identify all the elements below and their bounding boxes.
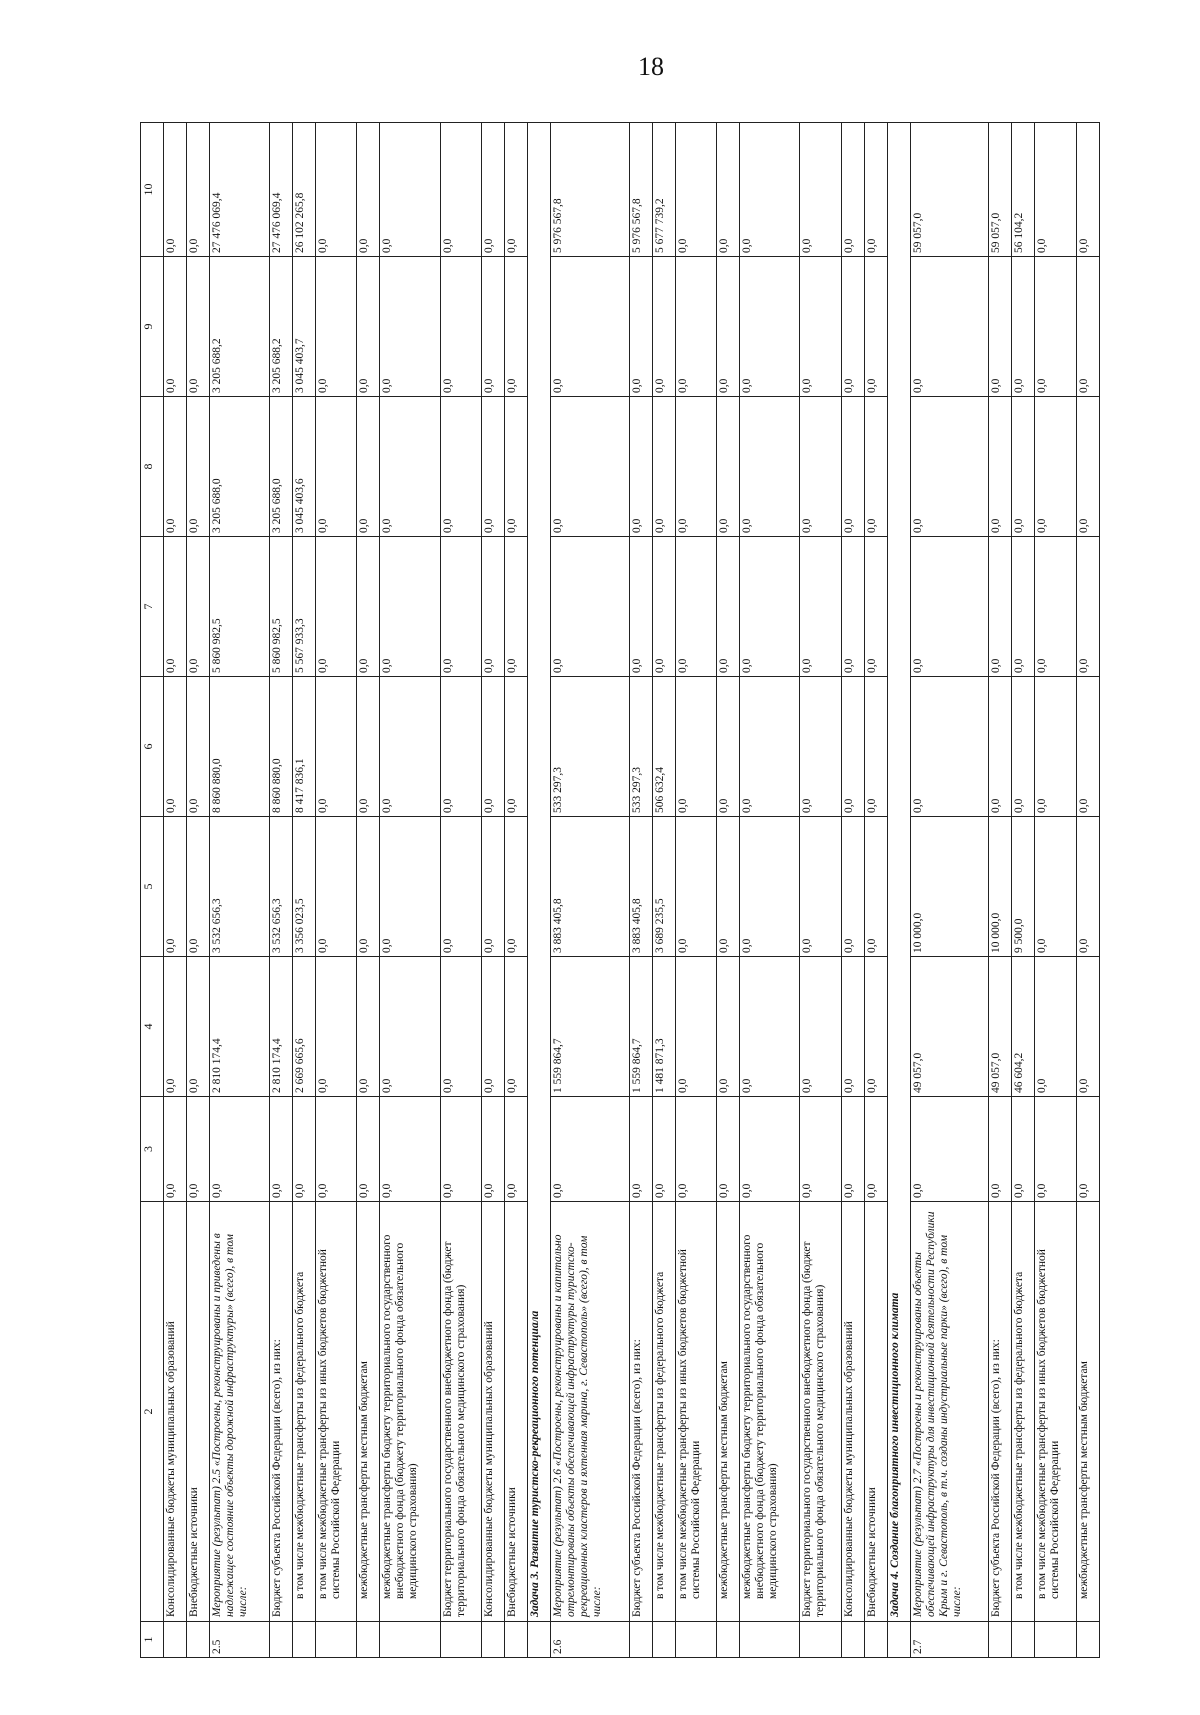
value-cell: 0,0 (315, 537, 357, 677)
column-header: 5 (141, 817, 164, 957)
row-number (652, 1622, 675, 1658)
table-row (209, 123, 269, 1658)
value-cell: 0,0 (482, 397, 505, 537)
value-cell: 49 057,0 (910, 957, 989, 1097)
table-row (1035, 123, 1077, 1658)
value-cell: 0,0 (864, 537, 887, 677)
value-cell: 5 860 982,5 (269, 537, 292, 677)
value-cell: 0,0 (739, 677, 799, 817)
table-row (186, 123, 209, 1658)
value-cell: 0,0 (841, 1097, 864, 1202)
row-description: Консолидированные бюджеты муниципальных образований (482, 1202, 505, 1622)
value-cell: 0,0 (841, 677, 864, 817)
value-cell: 0,0 (910, 1097, 989, 1202)
value-cell: 59 057,0 (910, 123, 989, 257)
value-cell: 0,0 (292, 1097, 315, 1202)
value-cell: 0,0 (269, 1097, 292, 1202)
value-cell: 0,0 (315, 817, 357, 957)
row-description: в том числе межбюджетные трансферты из федерального бюджета (652, 1202, 675, 1622)
value-cell: 0,0 (629, 537, 652, 677)
value-cell: 0,0 (1035, 257, 1077, 397)
value-cell: 0,0 (440, 677, 482, 817)
row-number (864, 1622, 887, 1658)
value-cell: 0,0 (357, 817, 380, 957)
value-cell: 0,0 (163, 123, 186, 257)
value-cell: 0,0 (186, 257, 209, 397)
row-description: Консолидированные бюджеты муниципальных образований (841, 1202, 864, 1622)
value-cell: 0,0 (440, 537, 482, 677)
value-cell: 0,0 (864, 957, 887, 1097)
column-header: 1 (141, 1622, 164, 1658)
row-number (800, 1622, 842, 1658)
value-cell: 0,0 (675, 677, 717, 817)
value-cell: 0,0 (910, 257, 989, 397)
value-cell: 0,0 (209, 1097, 269, 1202)
column-header: 4 (141, 957, 164, 1097)
value-cell: 0,0 (380, 397, 440, 537)
value-cell: 0,0 (380, 677, 440, 817)
row-description: Мероприятие (результат) 2.5 «Построены, реконструированы и приведены в надлежащее состояние объекты дорожной инфраструктуры» (всего), в том числе: (209, 1202, 269, 1622)
value-cell: 0,0 (186, 817, 209, 957)
row-number (989, 1622, 1012, 1658)
row-number: 2.5 (209, 1622, 269, 1658)
value-cell: 0,0 (739, 537, 799, 677)
value-cell: 0,0 (186, 537, 209, 677)
value-cell: 0,0 (652, 397, 675, 537)
row-number (841, 1622, 864, 1658)
column-header: 6 (141, 677, 164, 817)
value-cell: 0,0 (1076, 123, 1099, 257)
value-cell: 0,0 (380, 957, 440, 1097)
value-cell: 506 632,4 (652, 677, 675, 817)
table-row (269, 123, 292, 1658)
table-row (841, 123, 864, 1658)
row-number (739, 1622, 799, 1658)
value-cell: 0,0 (315, 1097, 357, 1202)
table-row (163, 123, 186, 1658)
value-cell: 0,0 (1035, 397, 1077, 537)
table-row (504, 123, 527, 1658)
value-cell: 0,0 (864, 1097, 887, 1202)
value-cell: 9 500,0 (1012, 817, 1035, 957)
row-number (675, 1622, 717, 1658)
column-header: 2 (141, 1202, 164, 1622)
value-cell: 0,0 (482, 957, 505, 1097)
column-header: 3 (141, 1097, 164, 1202)
value-cell: 0,0 (675, 817, 717, 957)
value-cell: 0,0 (717, 123, 740, 257)
task-row (887, 123, 910, 1658)
row-number (1012, 1622, 1035, 1658)
value-cell: 0,0 (1076, 1097, 1099, 1202)
value-cell: 0,0 (482, 1097, 505, 1202)
value-cell: 0,0 (482, 817, 505, 957)
value-cell: 0,0 (163, 537, 186, 677)
value-cell: 0,0 (504, 817, 527, 957)
row-description: Внебюджетные источники (864, 1202, 887, 1622)
value-cell: 0,0 (504, 1097, 527, 1202)
value-cell: 0,0 (629, 1097, 652, 1202)
value-cell: 0,0 (841, 537, 864, 677)
value-cell: 0,0 (482, 677, 505, 817)
value-cell: 0,0 (440, 123, 482, 257)
row-number (292, 1622, 315, 1658)
value-cell: 0,0 (163, 257, 186, 397)
value-cell: 8 860 880,0 (269, 677, 292, 817)
value-cell: 56 104,2 (1012, 123, 1035, 257)
value-cell: 0,0 (989, 257, 1012, 397)
row-description: в том числе межбюджетные трансферты из иных бюджетов бюджетной системы Российской Федерации (675, 1202, 717, 1622)
value-cell: 0,0 (841, 817, 864, 957)
value-cell: 0,0 (357, 537, 380, 677)
value-cell: 5 976 567,8 (629, 123, 652, 257)
value-cell: 0,0 (380, 537, 440, 677)
column-header: 10 (141, 123, 164, 257)
value-cell: 0,0 (550, 397, 629, 537)
value-cell: 0,0 (357, 677, 380, 817)
row-number (380, 1622, 440, 1658)
page-number: 18 (638, 52, 664, 81)
value-cell: 8 860 880,0 (209, 677, 269, 817)
value-cell: 0,0 (357, 123, 380, 257)
value-cell: 0,0 (1012, 1097, 1035, 1202)
table-row (482, 123, 505, 1658)
value-cell: 0,0 (1076, 257, 1099, 397)
value-cell: 3 689 235,5 (652, 817, 675, 957)
value-cell: 0,0 (163, 1097, 186, 1202)
value-cell: 0,0 (550, 257, 629, 397)
value-cell: 10 000,0 (989, 817, 1012, 957)
value-cell: 0,0 (800, 957, 842, 1097)
value-cell: 533 297,3 (550, 677, 629, 817)
row-number (504, 1622, 527, 1658)
value-cell: 0,0 (864, 397, 887, 537)
row-description: в том числе межбюджетные трансферты из федерального бюджета (292, 1202, 315, 1622)
value-cell: 0,0 (717, 397, 740, 537)
row-description: в том числе межбюджетные трансферты из иных бюджетов бюджетной системы Российской Федерации (1035, 1202, 1077, 1622)
value-cell: 0,0 (629, 257, 652, 397)
value-cell: 5 677 739,2 (652, 123, 675, 257)
value-cell: 0,0 (800, 397, 842, 537)
value-cell: 3 532 656,3 (209, 817, 269, 957)
value-cell: 0,0 (675, 537, 717, 677)
value-cell: 0,0 (800, 817, 842, 957)
row-number: 2.7 (910, 1622, 989, 1658)
value-cell: 0,0 (739, 817, 799, 957)
value-cell: 0,0 (989, 677, 1012, 817)
value-cell: 5 860 982,5 (209, 537, 269, 677)
value-cell: 0,0 (504, 257, 527, 397)
value-cell: 0,0 (675, 1097, 717, 1202)
value-cell: 0,0 (440, 397, 482, 537)
value-cell: 0,0 (504, 123, 527, 257)
value-cell: 0,0 (841, 397, 864, 537)
value-cell: 0,0 (380, 257, 440, 397)
value-cell: 27 476 069,4 (269, 123, 292, 257)
table-row (652, 123, 675, 1658)
value-cell: 3 045 403,7 (292, 257, 315, 397)
value-cell: 5 567 933,3 (292, 537, 315, 677)
value-cell: 0,0 (841, 123, 864, 257)
row-description: межбюджетные трансферты местным бюджетам (357, 1202, 380, 1622)
table-row (440, 123, 482, 1658)
row-description: Задача 4. Создание благоприятного инвестиционного климата (887, 123, 910, 1622)
value-cell: 1 559 864,7 (550, 957, 629, 1097)
row-number (269, 1622, 292, 1658)
row-number (1035, 1622, 1077, 1658)
value-cell: 0,0 (1012, 397, 1035, 537)
row-number (717, 1622, 740, 1658)
table-row (989, 123, 1012, 1658)
row-number: 2.6 (550, 1622, 629, 1658)
value-cell: 0,0 (652, 1097, 675, 1202)
value-cell: 0,0 (800, 123, 842, 257)
value-cell: 0,0 (1012, 537, 1035, 677)
value-cell: 3 532 656,3 (269, 817, 292, 957)
row-description: Задача 3. Развитие туристско-рекреационного потенциала (527, 123, 550, 1622)
value-cell: 0,0 (1076, 537, 1099, 677)
table-row (550, 123, 629, 1658)
row-number (629, 1622, 652, 1658)
row-description: Внебюджетные источники (504, 1202, 527, 1622)
table-row (315, 123, 357, 1658)
column-header: 8 (141, 397, 164, 537)
column-header: 9 (141, 257, 164, 397)
table-row (357, 123, 380, 1658)
row-number (357, 1622, 380, 1658)
value-cell: 0,0 (550, 537, 629, 677)
value-cell: 0,0 (910, 677, 989, 817)
value-cell: 1 559 864,7 (629, 957, 652, 1097)
value-cell: 0,0 (482, 123, 505, 257)
row-number (440, 1622, 482, 1658)
value-cell: 0,0 (1035, 817, 1077, 957)
value-cell: 0,0 (163, 957, 186, 1097)
row-description: межбюджетные трансферты местным бюджетам (1076, 1202, 1099, 1622)
value-cell: 0,0 (315, 257, 357, 397)
value-cell: 0,0 (440, 817, 482, 957)
row-description: межбюджетные трансферты бюджету территориального государственного внебюджетного фонда (бюджету территориального фонда обязательного медицинского страхования) (739, 1202, 799, 1622)
value-cell: 0,0 (504, 537, 527, 677)
value-cell: 59 057,0 (989, 123, 1012, 257)
value-cell: 0,0 (315, 397, 357, 537)
value-cell: 3 205 688,0 (209, 397, 269, 537)
table-row (675, 123, 717, 1658)
value-cell: 0,0 (1076, 957, 1099, 1097)
row-description: Бюджет субъекта Российской Федерации (всего), из них: (989, 1202, 1012, 1622)
row-description: Мероприятие (результат) 2.6 «Построены, реконструированы и капитально отремонтированы объекты обеспечивающей инфраструктуры туристско-рекреационных кластеров и яхтенная марина, г. Севастополь» (всего), в том числе: (550, 1202, 629, 1622)
value-cell: 0,0 (1076, 397, 1099, 537)
value-cell: 0,0 (675, 123, 717, 257)
value-cell: 0,0 (440, 257, 482, 397)
budget-table (140, 122, 1100, 1658)
value-cell: 0,0 (739, 1097, 799, 1202)
value-cell: 0,0 (800, 257, 842, 397)
value-cell: 0,0 (652, 257, 675, 397)
row-number (163, 1622, 186, 1658)
value-cell: 0,0 (675, 957, 717, 1097)
row-number (315, 1622, 357, 1658)
value-cell: 0,0 (800, 1097, 842, 1202)
value-cell: 0,0 (1076, 817, 1099, 957)
value-cell: 0,0 (841, 257, 864, 397)
value-cell: 0,0 (186, 123, 209, 257)
value-cell: 0,0 (1035, 537, 1077, 677)
value-cell: 533 297,3 (629, 677, 652, 817)
value-cell: 49 057,0 (989, 957, 1012, 1097)
row-description: в том числе межбюджетные трансферты из федерального бюджета (1012, 1202, 1035, 1622)
value-cell: 0,0 (440, 957, 482, 1097)
value-cell: 0,0 (163, 677, 186, 817)
value-cell: 2 810 174,4 (209, 957, 269, 1097)
value-cell: 0,0 (186, 397, 209, 537)
value-cell: 0,0 (652, 537, 675, 677)
row-description: Консолидированные бюджеты муниципальных образований (163, 1202, 186, 1622)
value-cell: 0,0 (1076, 677, 1099, 817)
column-header: 7 (141, 537, 164, 677)
value-cell: 0,0 (504, 677, 527, 817)
value-cell: 10 000,0 (910, 817, 989, 957)
table-row (800, 123, 842, 1658)
table-row (380, 123, 440, 1658)
value-cell: 0,0 (1035, 123, 1077, 257)
table-row (739, 123, 799, 1658)
value-cell: 0,0 (717, 957, 740, 1097)
value-cell: 0,0 (482, 257, 505, 397)
value-cell: 0,0 (675, 397, 717, 537)
value-cell: 8 417 836,1 (292, 677, 315, 817)
value-cell: 0,0 (717, 537, 740, 677)
row-description: Бюджет территориального государственного внебюджетного фонда (бюджет территориального фонда обязательного медицинского страхования) (440, 1202, 482, 1622)
value-cell: 0,0 (989, 397, 1012, 537)
table-row (864, 123, 887, 1658)
value-cell: 0,0 (864, 123, 887, 257)
value-cell: 46 604,2 (1012, 957, 1035, 1097)
table-row (717, 123, 740, 1658)
row-number (887, 1622, 910, 1658)
value-cell: 0,0 (739, 957, 799, 1097)
value-cell: 0,0 (315, 677, 357, 817)
value-cell: 0,0 (864, 257, 887, 397)
rotated-table-container (140, 123, 1100, 1658)
value-cell: 0,0 (717, 257, 740, 397)
row-number (186, 1622, 209, 1658)
value-cell: 26 102 265,8 (292, 123, 315, 257)
value-cell: 0,0 (841, 957, 864, 1097)
value-cell: 0,0 (1035, 677, 1077, 817)
value-cell: 0,0 (989, 1097, 1012, 1202)
value-cell: 5 976 567,8 (550, 123, 629, 257)
value-cell: 0,0 (357, 257, 380, 397)
value-cell: 0,0 (357, 1097, 380, 1202)
row-number (527, 1622, 550, 1658)
row-description: Мероприятие (результат) 2.7 «Построены и реконструированы объекты обеспечивающей инфраструктуры для инвестиционной деятельности Республики Крым и г. Севастополь, в т.ч. созданы индустриальные парки» (всего), в том числе: (910, 1202, 989, 1622)
value-cell: 3 883 405,8 (629, 817, 652, 957)
value-cell: 0,0 (1012, 257, 1035, 397)
row-description: Бюджет субъекта Российской Федерации (всего), из них: (629, 1202, 652, 1622)
row-description: межбюджетные трансферты бюджету территориального государственного внебюджетного фонда (бюджету территориального фонда обязательного медицинского страхования) (380, 1202, 440, 1622)
table-row (1012, 123, 1035, 1658)
value-cell: 0,0 (800, 537, 842, 677)
row-description: Бюджет субъекта Российской Федерации (всего), из них: (269, 1202, 292, 1622)
value-cell: 3 883 405,8 (550, 817, 629, 957)
value-cell: 0,0 (1012, 677, 1035, 817)
table-row (910, 123, 989, 1658)
value-cell: 3 205 688,2 (209, 257, 269, 397)
task-row (527, 123, 550, 1658)
value-cell: 0,0 (739, 123, 799, 257)
value-cell: 3 356 023,5 (292, 817, 315, 957)
table-row (1076, 123, 1099, 1658)
row-description: в том числе межбюджетные трансферты из иных бюджетов бюджетной системы Российской Федерации (315, 1202, 357, 1622)
value-cell: 0,0 (357, 957, 380, 1097)
value-cell: 0,0 (629, 397, 652, 537)
value-cell: 0,0 (440, 1097, 482, 1202)
value-cell: 0,0 (186, 957, 209, 1097)
value-cell: 0,0 (800, 677, 842, 817)
value-cell: 0,0 (186, 677, 209, 817)
value-cell: 0,0 (910, 397, 989, 537)
value-cell: 0,0 (504, 397, 527, 537)
value-cell: 0,0 (717, 677, 740, 817)
value-cell: 0,0 (550, 1097, 629, 1202)
row-description: межбюджетные трансферты местным бюджетам (717, 1202, 740, 1622)
value-cell: 0,0 (163, 397, 186, 537)
value-cell: 0,0 (864, 677, 887, 817)
value-cell: 1 481 871,3 (652, 957, 675, 1097)
value-cell: 0,0 (864, 817, 887, 957)
value-cell: 0,0 (482, 537, 505, 677)
value-cell: 0,0 (717, 817, 740, 957)
value-cell: 0,0 (380, 1097, 440, 1202)
value-cell: 0,0 (675, 257, 717, 397)
value-cell: 0,0 (739, 397, 799, 537)
row-number (1076, 1622, 1099, 1658)
value-cell: 27 476 069,4 (209, 123, 269, 257)
value-cell: 0,0 (315, 957, 357, 1097)
value-cell: 3 045 403,6 (292, 397, 315, 537)
row-number (482, 1622, 505, 1658)
value-cell: 0,0 (186, 1097, 209, 1202)
value-cell: 0,0 (380, 123, 440, 257)
value-cell: 3 205 688,0 (269, 397, 292, 537)
table-row (629, 123, 652, 1658)
value-cell: 3 205 688,2 (269, 257, 292, 397)
value-cell: 0,0 (315, 123, 357, 257)
row-description: Внебюджетные источники (186, 1202, 209, 1622)
value-cell: 0,0 (357, 397, 380, 537)
table-row (292, 123, 315, 1658)
value-cell: 0,0 (504, 957, 527, 1097)
value-cell: 0,0 (739, 257, 799, 397)
value-cell: 0,0 (380, 817, 440, 957)
value-cell: 0,0 (717, 1097, 740, 1202)
value-cell: 0,0 (1035, 1097, 1077, 1202)
row-description: Бюджет территориального государственного внебюджетного фонда (бюджет территориального фонда обязательного медицинского страхования) (800, 1202, 842, 1622)
value-cell: 2 669 665,6 (292, 957, 315, 1097)
value-cell: 0,0 (1035, 957, 1077, 1097)
value-cell: 0,0 (989, 537, 1012, 677)
table-header-row (141, 123, 164, 1658)
value-cell: 2 810 174,4 (269, 957, 292, 1097)
value-cell: 0,0 (910, 537, 989, 677)
value-cell: 0,0 (163, 817, 186, 957)
